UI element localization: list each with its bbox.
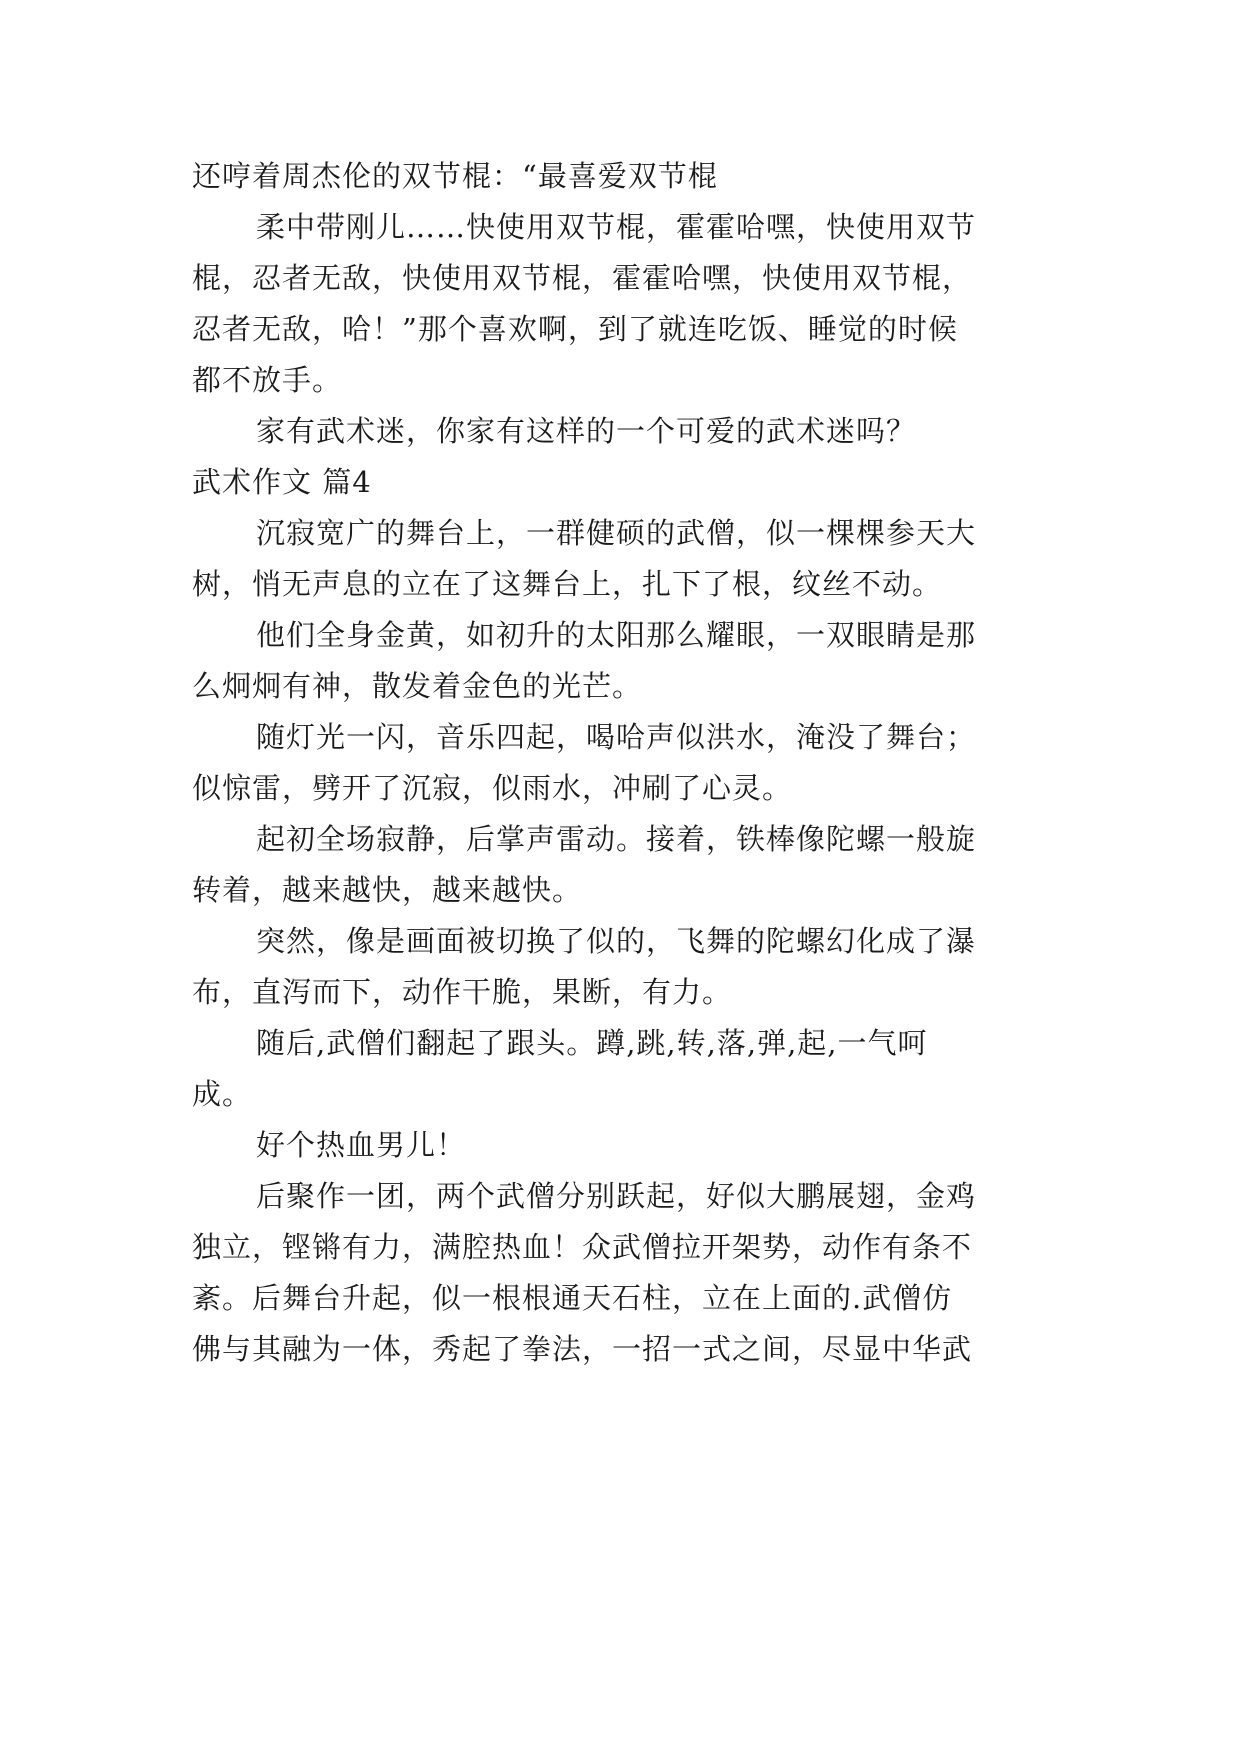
text-line: 随后,武僧们翻起了跟头。蹲,跳,转,落,弹,起,一气呵	[256, 1026, 928, 1060]
text-line: 柔中带刚儿……快使用双节棍，霍霍哈嘿，快使用双节	[256, 210, 977, 244]
text-line: 突然，像是画面被切换了似的，飞舞的陀螺幻化成了瀑	[256, 924, 977, 958]
text-line: 紊。后舞台升起，似一根根通天石柱，立在上面的.武僧仿	[192, 1281, 953, 1315]
text-line: 转着，越来越快，越来越快。	[192, 873, 583, 907]
text-line: 起初全场寂静，后掌声雷动。接着，铁棒像陀螺一般旋	[256, 822, 977, 856]
text-line: 都不放手。	[192, 363, 343, 397]
section-heading: 武术作文 篇4	[192, 465, 372, 499]
text-line: 成。	[192, 1077, 253, 1111]
text-line: 沉寂宽广的舞台上，一群健硕的武僧，似一棵棵参天大	[256, 516, 977, 550]
text-line: 家有武术迷，你家有这样的一个可爱的武术迷吗？	[256, 414, 917, 448]
text-line: 独立，铿锵有力，满腔热血！众武僧拉开架势，动作有条不	[192, 1230, 973, 1264]
text-line: 似惊雷，劈开了沉寂，似雨水，冲刷了心灵。	[192, 771, 793, 805]
text-line: 好个热血男儿！	[256, 1128, 467, 1162]
text-line: 布，直泻而下，动作干脆，果断，有力。	[192, 975, 733, 1009]
text-line: 还哼着周杰伦的双节棍：“最喜爱双节棍	[192, 159, 718, 193]
text-line: 么炯炯有神，散发着金色的光芒。	[192, 669, 643, 703]
text-line: 后聚作一团，两个武僧分别跃起，好似大鹏展翅，金鸡	[256, 1179, 977, 1213]
text-line: 棍，忍者无敌，快使用双节棍，霍霍哈嘿，快使用双节棍，	[192, 261, 973, 295]
text-line: 树，悄无声息的立在了这舞台上，扎下了根，纹丝不动。	[192, 567, 943, 601]
text-line: 随灯光一闪，音乐四起，喝哈声似洪水，淹没了舞台；	[256, 720, 977, 754]
text-line: 佛与其融为一体，秀起了拳法，一招一式之间，尽显中华武	[192, 1332, 973, 1366]
text-line: 忍者无敌，哈！”那个喜欢啊，到了就连吃饭、睡觉的时候	[192, 312, 958, 346]
text-line: 他们全身金黄，如初升的太阳那么耀眼，一双眼睛是那	[256, 618, 977, 652]
